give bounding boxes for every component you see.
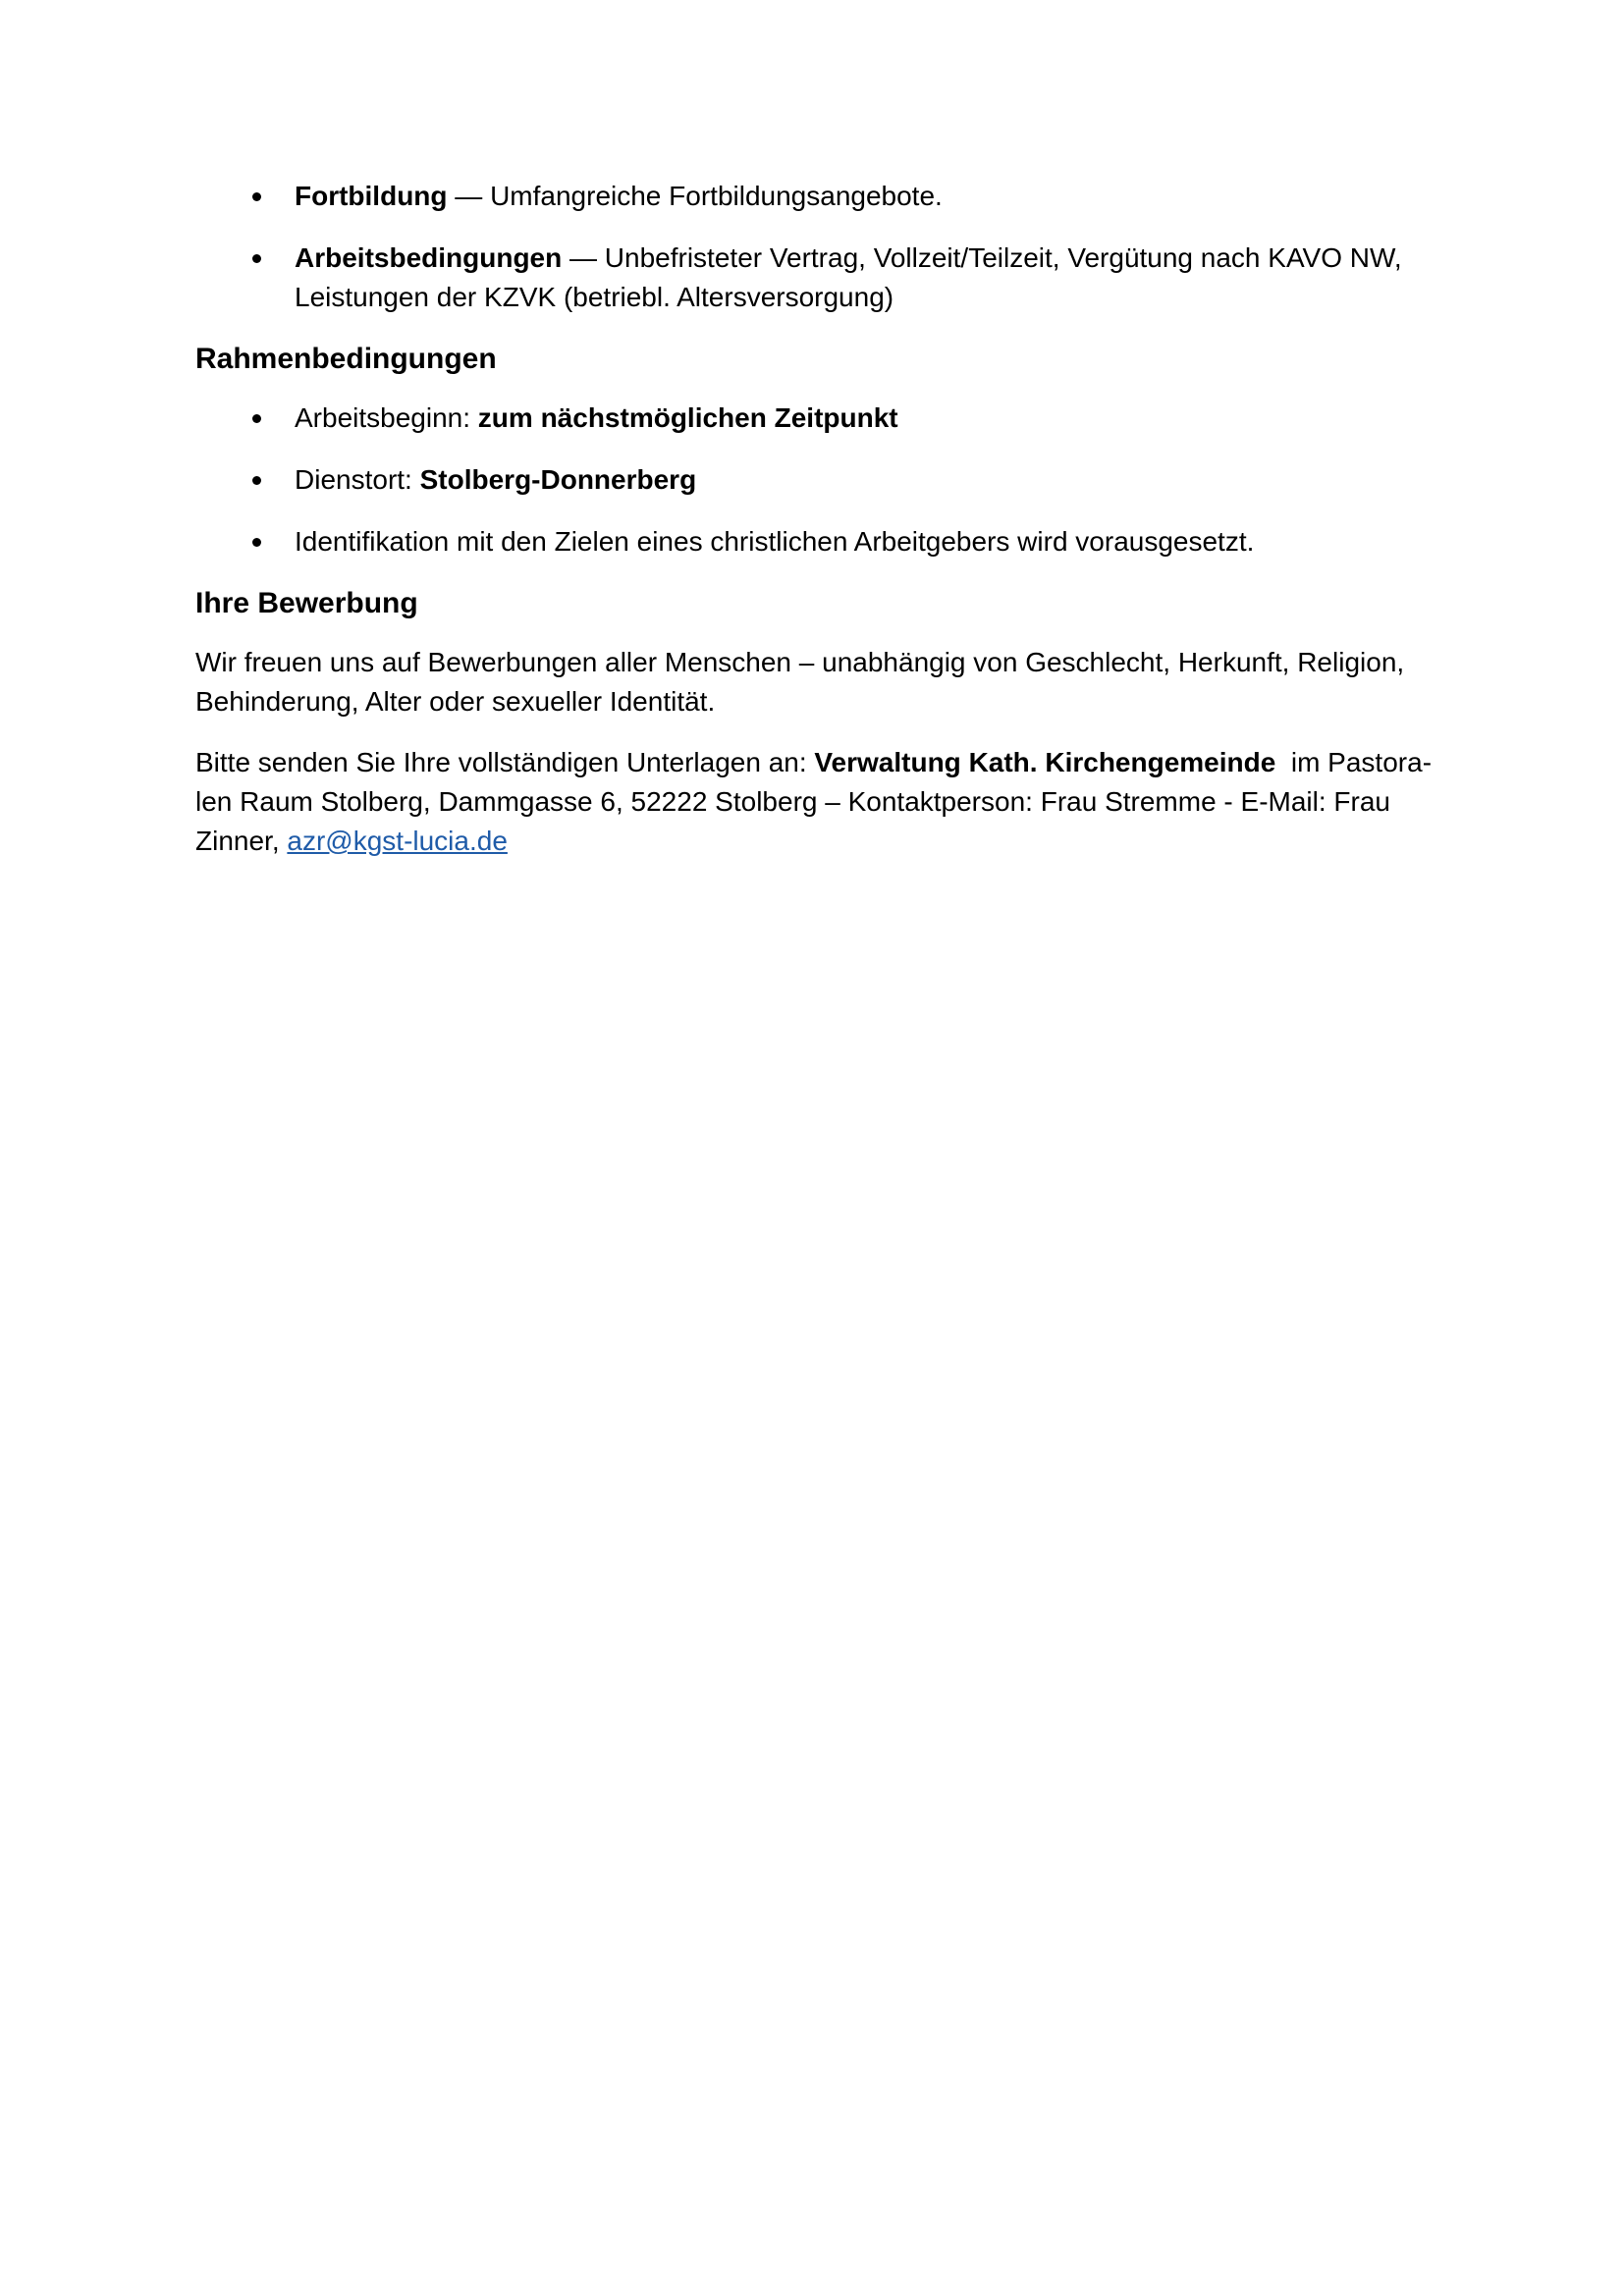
section-heading-bewerbung: Ihre Bewerbung xyxy=(195,587,418,619)
benefit-term: Fortbildung xyxy=(295,181,448,211)
bullet-icon xyxy=(252,538,261,547)
rahmen-list xyxy=(195,399,1435,561)
benefits-list xyxy=(195,177,1435,317)
benefit-separator: — xyxy=(447,181,491,211)
list-item xyxy=(195,177,1435,216)
list-item xyxy=(195,460,1435,500)
item-label: Arbeitsbeginn: xyxy=(295,402,478,433)
bullet-icon xyxy=(252,254,261,263)
list-item xyxy=(195,399,1435,438)
bullet-icon xyxy=(252,476,261,485)
contact-prefix: Bitte senden Sie Ihre vollständigen Unterlagen an: xyxy=(195,747,815,777)
contact-organization: Verwaltung Kath. Kirchengemeinde xyxy=(814,747,1276,777)
email-link[interactable]: azr@kgst-lucia.de xyxy=(287,826,508,856)
bullet-icon xyxy=(252,192,261,201)
item-label: Dienstort: xyxy=(295,464,420,495)
bewerbung-contact xyxy=(195,743,1435,861)
benefit-text: Unbefristeter Vertrag, Vollzeit/Teilzeit, Vergütung nach KAVO NW, Leistungen der KZVK (betriebl. Altersversorgung) xyxy=(295,242,1402,312)
item-value: zum nächstmöglichen Zeitpunkt xyxy=(477,402,898,433)
contact-details: im Pastoralen Raum Stolberg, Dammgasse 6, 52222 Stolberg – Kontaktperson: Frau Stremme - E-Mail: Frau Zinner, xyxy=(195,747,1433,856)
section-heading-rahmenbedingungen: Rahmenbedingungen xyxy=(195,343,497,375)
bewerbung-intro: Wir freuen uns auf Bewerbungen aller Menschen – unabhängig von Geschlecht, Herkunft, Religion, Behinderung, Alter oder sexueller Identität. xyxy=(195,647,1405,717)
list-item xyxy=(195,239,1435,317)
bullet-icon xyxy=(252,414,261,423)
list-item xyxy=(195,522,1435,561)
benefit-separator: — xyxy=(562,242,605,273)
benefit-term: Arbeitsbedingungen xyxy=(295,242,563,273)
document-page xyxy=(195,177,1435,882)
item-value: Stolberg-Donnerberg xyxy=(419,464,697,495)
benefit-text: Umfangreiche Fortbildungsangebote. xyxy=(490,181,943,211)
item-label: Identifikation mit den Zielen eines christlichen Arbeitgebers wird vorausgesetzt. xyxy=(295,526,1255,557)
